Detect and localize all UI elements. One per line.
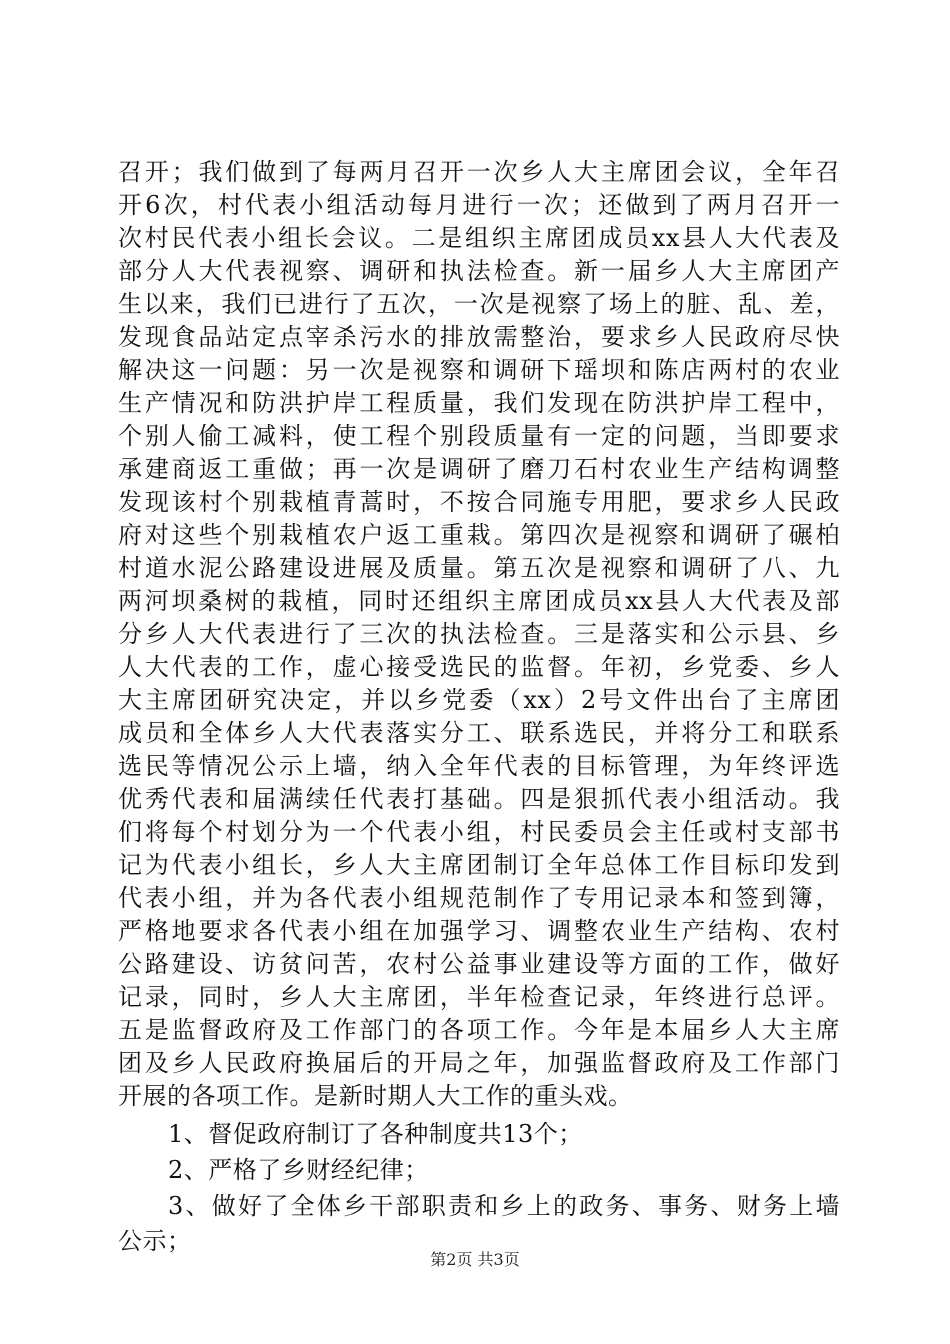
list-item: 3、做好了全体乡干部职责和乡上的政务、事务、财务上墙 xyxy=(168,1192,840,1220)
paragraph-line: 发现该村个别栽植青蒿时，不按合同施专用肥，要求乡人民政 xyxy=(118,488,840,516)
paragraph-line: 成员和全体乡人大代表落实分工、联系选民，并将分工和联系 xyxy=(118,719,840,747)
paragraph-line: 村道水泥公路建设进展及质量。第五次是视察和调研了八、九 xyxy=(118,554,840,582)
paragraph-line: 记录，同时，乡人大主席团，半年检查记录，年终进行总评。 xyxy=(118,983,840,1011)
paragraph-line: 生产情况和防洪护岸工程质量，我们发现在防洪护岸工程中， xyxy=(118,389,840,417)
list-item-continuation: 公示； xyxy=(118,1227,192,1255)
paragraph-line: 开6次，村代表小组活动每月进行一次；还做到了两月召开一 xyxy=(118,191,840,219)
paragraph-line: 解决这一问题：另一次是视察和调研下瑶坝和陈店两村的农业 xyxy=(118,356,840,384)
list-item: 2、严格了乡财经纪律； xyxy=(168,1156,429,1184)
paragraph-line: 部分人大代表视察、调研和执法检查。新一届乡人大主席团产 xyxy=(118,257,840,285)
paragraph-line: 人大代表的工作，虚心接受选民的监督。年初，乡党委、乡人 xyxy=(118,653,840,681)
paragraph-line: 次村民代表小组长会议。二是组织主席团成员xx县人大代表及 xyxy=(118,224,840,252)
paragraph-line: 分乡人大代表进行了三次的执法检查。三是落实和公示县、乡 xyxy=(118,620,840,648)
paragraph-line: 承建商返工重做；再一次是调研了磨刀石村农业生产结构调整 xyxy=(118,455,840,483)
paragraph-line: 个别人偷工减料，使工程个别段质量有一定的问题，当即要求 xyxy=(118,422,840,450)
paragraph-line: 优秀代表和届满续任代表打基础。四是狠抓代表小组活动。我 xyxy=(118,785,840,813)
list-item: 1、督促政府制订了各种制度共13个； xyxy=(168,1120,583,1148)
paragraph-line: 府对这些个别栽植农户返工重栽。第四次是视察和调研了碾柏 xyxy=(118,521,840,549)
paragraph-line: 大主席团研究决定，并以乡党委（xx）2号文件出台了主席团 xyxy=(118,686,840,714)
paragraph-line: 开展的各项工作。是新时期人大工作的重头戏。 xyxy=(118,1082,633,1110)
paragraph-line: 们将每个村划分为一个代表小组，村民委员会主任或村支部书 xyxy=(118,818,840,846)
paragraph-line: 严格地要求各代表小组在加强学习、调整农业生产结构、农村 xyxy=(118,917,840,945)
paragraph-line: 两河坝桑树的栽植，同时还组织主席团成员xx县人大代表及部 xyxy=(118,587,840,615)
paragraph-line: 选民等情况公示上墙，纳入全年代表的目标管理，为年终评选 xyxy=(118,752,840,780)
paragraph-line: 团及乡人民政府换届后的开局之年，加强监督政府及工作部门 xyxy=(118,1049,840,1077)
paragraph-line: 生以来，我们已进行了五次，一次是视察了场上的脏、乱、差， xyxy=(118,290,840,318)
page-number: 第2页 共3页 xyxy=(430,1250,520,1269)
paragraph-line: 记为代表小组长，乡人大主席团制订全年总体工作目标印发到 xyxy=(118,851,840,879)
paragraph-line: 代表小组，并为各代表小组规范制作了专用记录本和签到簿， xyxy=(118,884,840,912)
paragraph-line: 五是监督政府及工作部门的各项工作。今年是本届乡人大主席 xyxy=(118,1016,840,1044)
paragraph-line: 召开；我们做到了每两月召开一次乡人大主席团会议，全年召 xyxy=(118,158,840,186)
body-text xyxy=(118,156,840,1258)
paragraph-line: 发现食品站定点宰杀污水的排放需整治，要求乡人民政府尽快 xyxy=(118,323,840,351)
paragraph-line: 公路建设、访贫问苦，农村公益事业建设等方面的工作，做好 xyxy=(118,950,840,978)
